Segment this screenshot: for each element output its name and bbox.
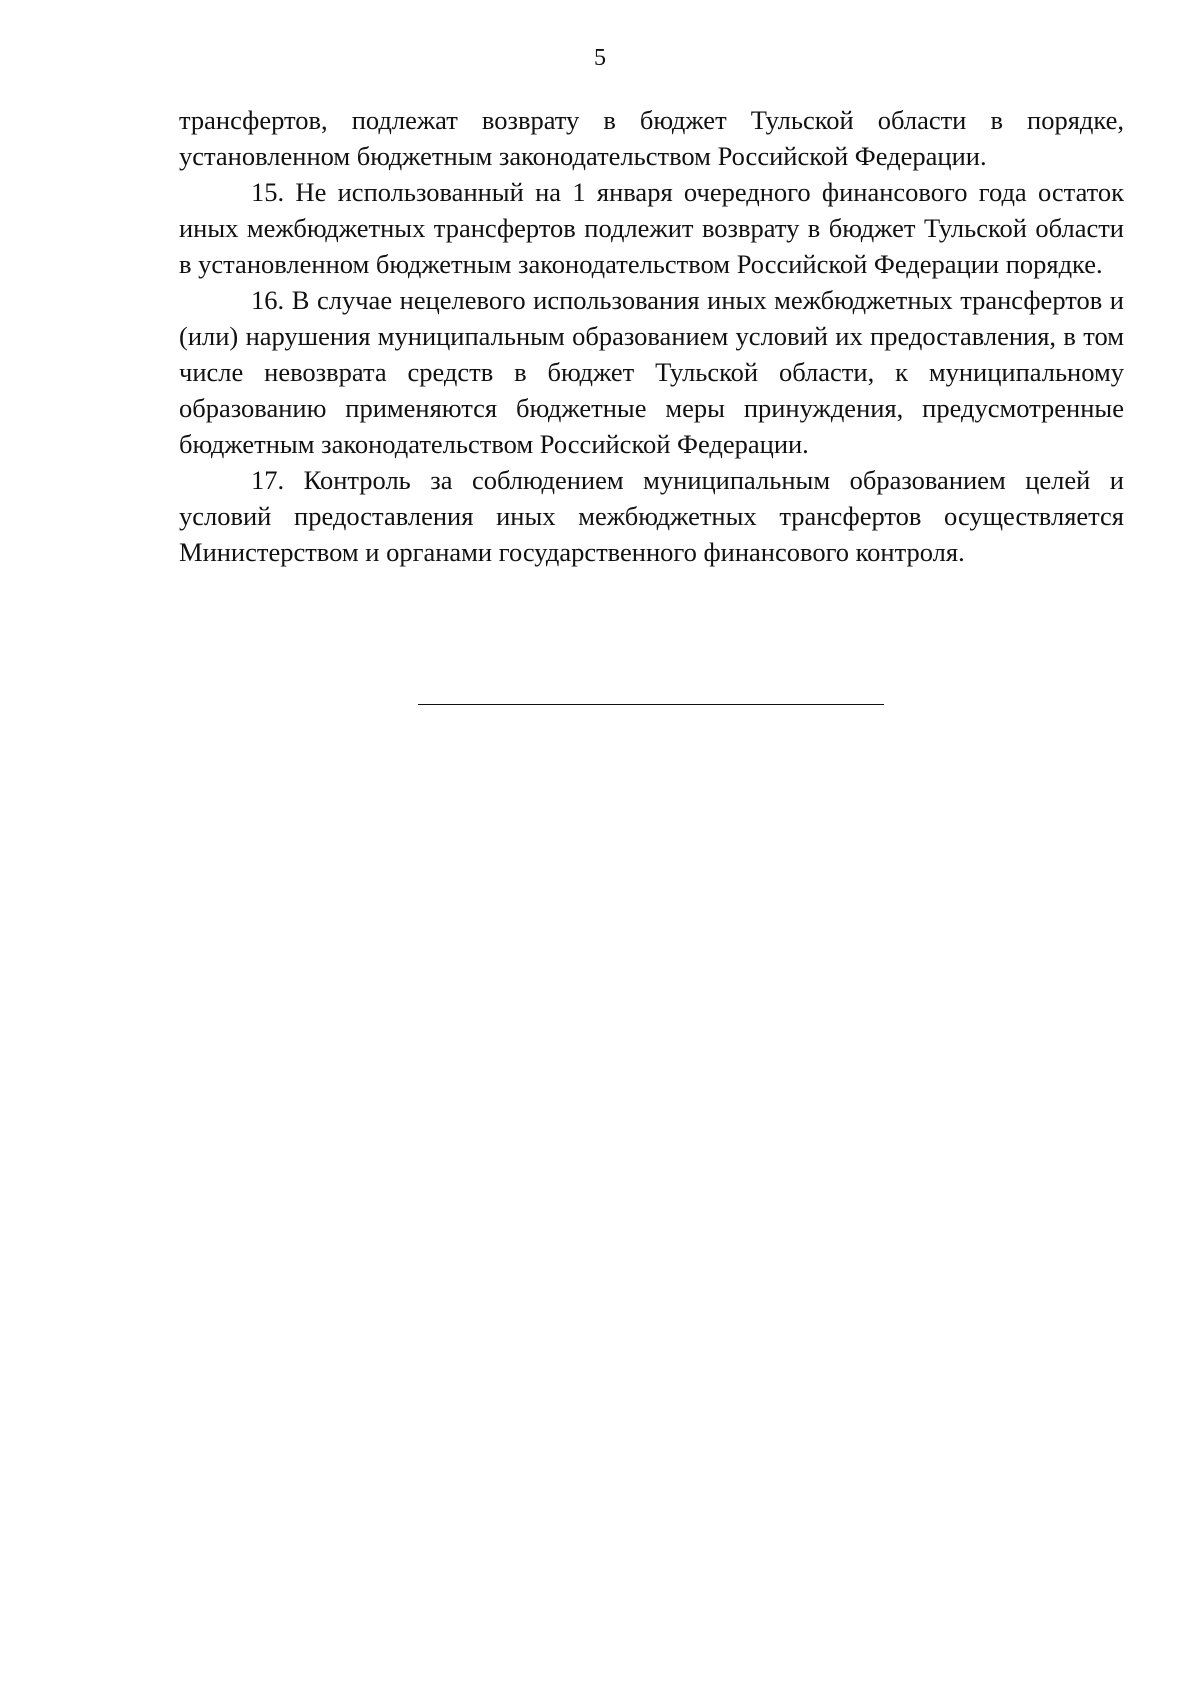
- paragraph-15: 15. Не использованный на 1 января очередного финансового года остаток иных межбюджетных трансфертов подлежит возврату в бюджет Тульской области в установленном бюджетным законодательством Российской Федерации порядке.: [179, 177, 1124, 279]
- paragraph-17: 17. Контроль за соблюдением муниципальным образованием целей и условий предоставления иных межбюджетных трансфертов осуществляется Министерством и органами государственного финансового контроля.: [179, 465, 1124, 567]
- page-number: 5: [594, 45, 606, 71]
- document-body: [179, 102, 1124, 570]
- paragraph-16: 16. В случае нецелевого использования иных межбюджетных трансфертов и (или) нарушения муниципальным образованием условий их предоставления, в том числе невозврата средств в бюджет Тульской области, к муниципальному образованию применяются бюджетные меры принуждения, предусмотренные бюджетным законодательством Российской Федерации.: [179, 285, 1124, 459]
- closing-horizontal-rule: [418, 704, 884, 705]
- paragraph-continuation: трансфертов, подлежат возврату в бюджет Тульской области в порядке, установленном бюджетным законодательством Российской Федерации.: [179, 105, 1124, 171]
